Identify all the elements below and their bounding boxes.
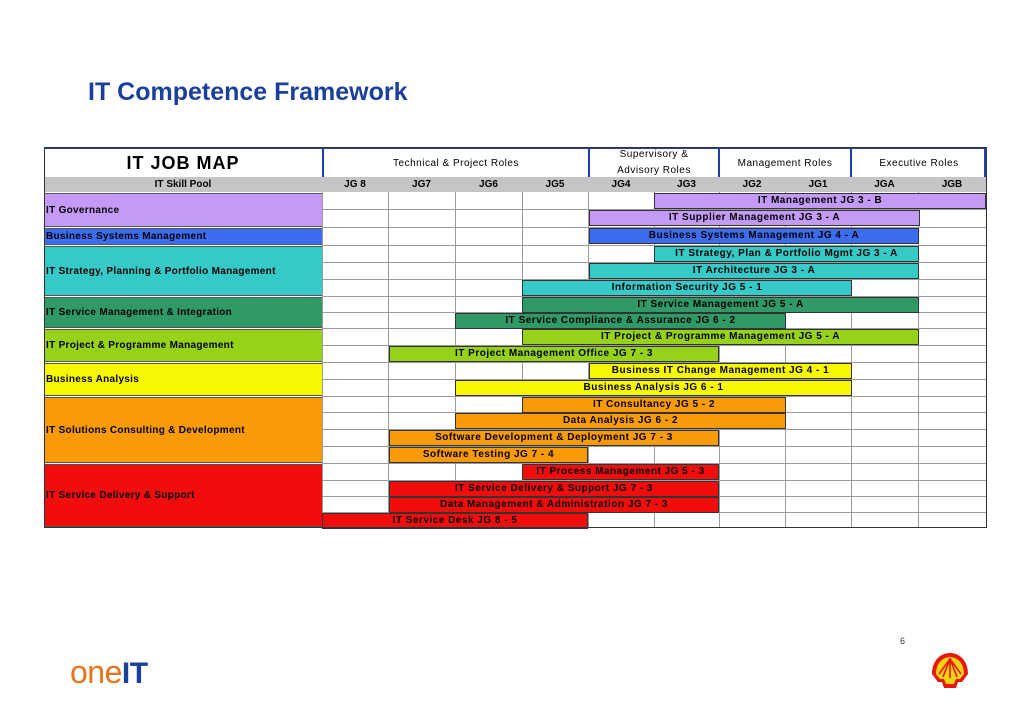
role-bar: IT Service Management JG 5 - A: [522, 297, 919, 313]
skill-pool-header: IT Skill Pool: [154, 179, 212, 190]
role-bar: Business Analysis JG 6 - 1: [455, 380, 852, 396]
executive-roles-header: Executive Roles: [852, 147, 986, 177]
logo-it: IT: [121, 657, 148, 690]
role-bar: IT Management JG 3 - B: [654, 193, 986, 209]
grade-header: JGA: [874, 179, 895, 190]
role-bar: Data Management & Administration JG 7 - 3: [389, 497, 719, 513]
page-number: 6: [900, 636, 906, 646]
supervisory-line-1: Supervisory &: [619, 149, 689, 160]
technical-roles-header: Technical & Project Roles: [324, 147, 588, 177]
role-bar: IT Project & Programme Management JG 5 - A: [522, 329, 919, 345]
role-bar: Business IT Change Management JG 4 - 1: [589, 363, 852, 379]
role-bar: Software Testing JG 7 - 4: [389, 447, 588, 463]
role-bar: IT Service Delivery & Support JG 7 - 3: [389, 481, 719, 497]
category-business-analysis: Business Analysis: [44, 363, 322, 396]
shell-logo-icon: [928, 650, 972, 697]
page-title: IT Competence Framework: [88, 78, 408, 106]
grade-header: JG4: [611, 179, 631, 190]
header-divider: [588, 147, 590, 178]
category-business-systems-management: Business Systems Management: [44, 228, 322, 245]
role-bar: Software Development & Deployment JG 7 - 3: [389, 430, 719, 446]
category-it-service-delivery: IT Service Delivery & Support: [44, 464, 322, 527]
category-it-solutions-consulting: IT Solutions Consulting & Development: [44, 397, 322, 463]
role-bar: IT Architecture JG 3 - A: [589, 263, 919, 279]
grade-header: JG6: [479, 179, 498, 190]
grade-header: JG 8: [344, 179, 366, 190]
grade-header: JG1: [808, 179, 828, 190]
role-bar: IT Project Management Office JG 7 - 3: [389, 346, 719, 362]
header-divider: [850, 147, 852, 178]
grade-header: JG2: [742, 179, 762, 190]
grade-header: JG5: [545, 179, 565, 190]
header-divider: [984, 147, 986, 178]
role-bar: Data Analysis JG 6 - 2: [455, 413, 786, 429]
role-bar: Information Security JG 5 - 1: [522, 280, 852, 296]
supervisory-roles-header: [590, 147, 718, 177]
supervisory-line-2: Advisory Roles: [617, 165, 691, 176]
grid-col-line: [322, 192, 323, 527]
category-it-governance: IT Governance: [44, 193, 322, 227]
management-roles-header: Management Roles: [720, 147, 850, 177]
job-map-header: IT JOB MAP: [44, 147, 322, 177]
oneit-logo: [70, 654, 148, 691]
role-bar: IT Service Desk JG 8 - 5: [322, 513, 588, 529]
header-divider: [322, 147, 324, 178]
grade-header: JG7: [412, 179, 431, 190]
role-bar: IT Strategy, Plan & Portfolio Mgmt JG 3 - A: [654, 246, 919, 262]
role-bar: IT Process Management JG 5 - 3: [522, 464, 719, 480]
logo-one: one: [70, 654, 122, 690]
header-divider: [718, 147, 720, 178]
role-bar: IT Consultancy JG 5 - 2: [522, 397, 786, 413]
category-it-strategy: IT Strategy, Planning & Portfolio Management: [44, 246, 322, 296]
grade-header: JGB: [941, 179, 963, 190]
category-it-project-programme: IT Project & Programme Management: [44, 329, 322, 362]
role-bar: IT Supplier Management JG 3 - A: [589, 210, 920, 226]
role-bar: Business Systems Management JG 4 - A: [589, 228, 919, 244]
grade-header: JG3: [677, 179, 696, 190]
category-it-service-management: IT Service Management & Integration: [44, 297, 322, 328]
role-bar: IT Service Compliance & Assurance JG 6 - 2: [455, 313, 786, 329]
